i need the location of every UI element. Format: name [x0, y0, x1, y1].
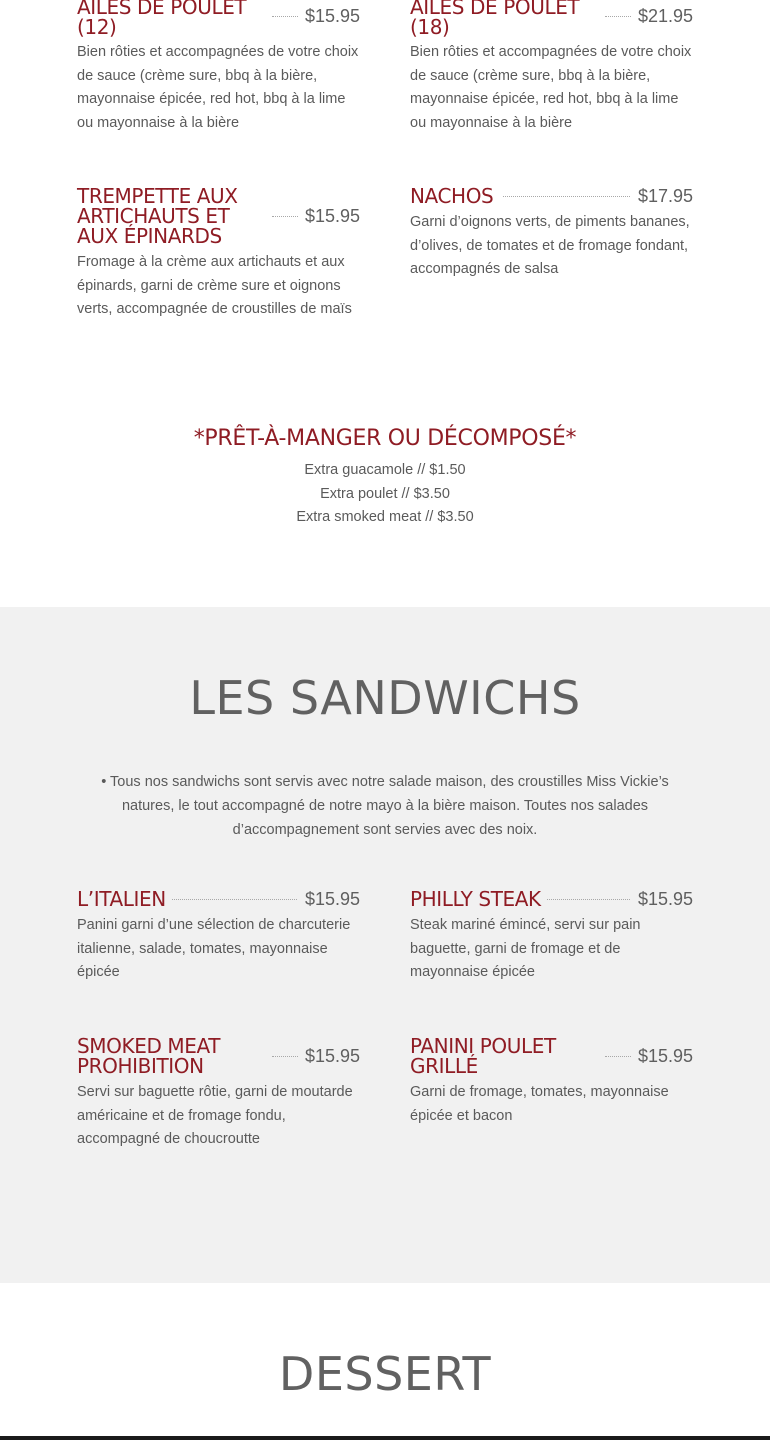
dotted-leader [272, 16, 298, 17]
dotted-leader [547, 899, 630, 900]
item-description: Garni de fromage, tomates, mayonnaise épicée et bacon [410, 1084, 669, 1124]
item-price: $21.95 [637, 6, 693, 26]
item-name-line: PROHIBITION [77, 1054, 204, 1078]
item-price: $15.95 [304, 206, 360, 226]
item-name [77, 0, 246, 37]
item-description: Garni d’oignons verts, de piments bananes, d’olives, de tomates et de fromage fondant, accompagnés de salsa [410, 214, 690, 278]
item-name-line: AILES DE POULET [77, 0, 247, 19]
item-price: $15.95 [304, 6, 360, 26]
item-name-line: TREMPETTE AUX [77, 184, 238, 208]
dotted-leader [605, 1056, 631, 1057]
dotted-leader [172, 899, 297, 900]
dotted-leader [503, 196, 630, 197]
item-name [410, 889, 541, 909]
item-name-line: AUX ÉPINARDS [77, 224, 222, 248]
item-name-line: SMOKED MEAT [77, 1034, 221, 1058]
item-name-line: NACHOS [410, 184, 494, 208]
dotted-leader [272, 216, 298, 217]
item-name-line: (18) [410, 15, 450, 39]
item-name [77, 186, 238, 246]
item-name-line: L’ITALIEN [77, 887, 166, 911]
sandwiches-title: LES SANDWICHS [189, 671, 581, 725]
item-name-line: PANINI POULET [410, 1034, 556, 1058]
item-description: Bien rôties et accompagnées de votre choix de sauce (crème sure, bbq à la bière, mayonnaise épicée, red hot, bbq à la lime ou mayonnaise à la bière [77, 44, 359, 132]
item-name [410, 186, 493, 206]
item-name [77, 889, 166, 909]
item-name [410, 1036, 556, 1076]
item-name [410, 0, 579, 37]
extras-title: *PRÊT-À-MANGER OU DÉCOMPOSÉ* [193, 426, 577, 451]
dotted-leader [605, 16, 631, 17]
item-price: $17.95 [637, 186, 693, 206]
item-description: Bien rôties et accompagnées de votre choix de sauce (crème sure, bbq à la bière, mayonnaise épicée, red hot, bbq à la lime ou mayonnaise à la bière [410, 44, 692, 132]
extra-poulet: Extra poulet // $3.50 [320, 486, 450, 502]
item-name-line: (12) [77, 15, 117, 39]
item-price: $15.95 [637, 889, 693, 909]
item-name-line: PHILLY STEAK [410, 887, 541, 911]
dotted-leader [272, 1056, 298, 1057]
item-description: Fromage à la crème aux artichauts et aux épinards, garni de crème sure et oignons verts, accompagnée de croustilles de maïs [77, 254, 352, 318]
item-price: $15.95 [304, 1046, 360, 1066]
item-price: $15.95 [304, 889, 360, 909]
item-price: $15.95 [637, 1046, 693, 1066]
item-name-line: GRILLÉ [410, 1054, 478, 1078]
item-description: Servi sur baguette rôtie, garni de moutarde américaine et de fromage fondu, accompagné de choucroutte [77, 1084, 353, 1148]
extra-smoked-meat: Extra smoked meat // $3.50 [296, 509, 474, 525]
item-description: Steak mariné émincé, servi sur pain baguette, garni de fromage et de mayonnaise épicée [410, 917, 641, 981]
extra-guacamole: Extra guacamole // $1.50 [304, 462, 466, 478]
sandwiches-note: • Tous nos sandwichs sont servis avec notre salade maison, des croustilles Miss Vickie’s natures, le tout accompagné de notre mayo à la bière maison. Toutes nos salades d’accompagnement sont servies avec des noix. [101, 774, 669, 838]
item-name-line: AILES DE POULET [410, 0, 580, 19]
dessert-title: DESSERT [278, 1347, 492, 1401]
item-description: Panini garni d’une sélection de charcuterie italienne, salade, tomates, mayonnaise épicée [77, 917, 351, 981]
item-name-line: ARTICHAUTS ET [77, 204, 230, 228]
item-name [77, 1036, 220, 1076]
bottom-divider [0, 1436, 770, 1440]
